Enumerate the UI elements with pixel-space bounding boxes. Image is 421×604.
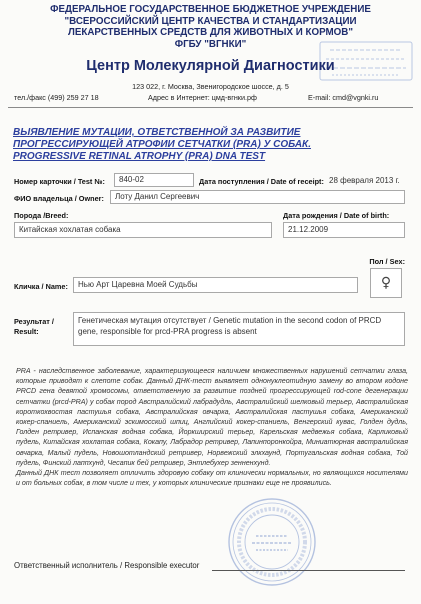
title-line-1: ВЫЯВЛЕНИЕ МУТАЦИИ, ОТВЕТСТВЕННОЙ ЗА РАЗВИТИЕ bbox=[13, 127, 301, 138]
female-symbol-icon: ♀ bbox=[380, 275, 392, 291]
address: 123 022, г. Москва, Звенигородское шоссе, д. 5 bbox=[132, 82, 289, 91]
date-birth-field bbox=[283, 222, 405, 238]
name-field bbox=[73, 277, 358, 293]
responsible-executor-label: Ответственный исполнитель / Responsible executor bbox=[14, 561, 200, 570]
result-field bbox=[73, 312, 405, 346]
round-seal-stamp bbox=[226, 496, 318, 588]
test-no-value: 840-02 bbox=[119, 175, 144, 184]
breed-label: Порода /Breed: bbox=[14, 211, 69, 220]
breed-field bbox=[14, 222, 272, 238]
date-receipt-label: Дата поступления / Date of receipt: bbox=[199, 177, 324, 186]
test-no-label: Номер карточки / Test №: bbox=[14, 177, 105, 186]
description-paragraph-2: Данный ДНК тест позволяет отличить здоровую собаку от клинически нормальных, но являющихся носителями и от больных собак, в том числе и тех, у которых клинические признаки еще не проявились. bbox=[16, 469, 408, 488]
center-name: Центр Молекулярной Диагностики bbox=[86, 58, 335, 74]
title-line-2: ПРОГРЕССИРУЮЩЕЙ АТРОФИИ СЕТЧАТКИ (PRA) У СОБАК. bbox=[13, 139, 311, 150]
description-paragraph-1: PRA - наследственное заболевание, характеризующееся наличием множественных нарушений сетчатки глаза, которые приводят к слепоте собак. Данный ДНК-тест выявляет однонуклеотидную замену во втором кодоне PRCD гена девятой хромосомы, ответственную за развитие поздней прогрессирующей rod-cone дегенерации сетчатки (prcd-PRA) у собак пород Австралийский лабрадудль, Австралийский шелковый терьер, Австралийская короткохвостая пастушья собака, Австралийская овчарка, Австралийская пастушья собака, Американский кокер-спаниель, Американский эскимосский шпиц, Английский кокер-спаниель, Венгерский кувас, Голден дудль, Голден ретривер, Испанская водная собака, Йоркширский терьер, Карельская медвежья собака, Карликовый пудель, Китайская хохлатая собака, Кокапу, Лабрадор ретривер, Лапинпоронкойра, Миниатюрная австралийская овчарка, Малый пудель, Новошотландский ретривер, Норвежский элкхаунд, Португальская водная собака, Той пудель, Финский лаппхунд, Чесапик бей ретривер, Энтлебухер зенненхунд. bbox=[16, 367, 408, 467]
email: E-mail: cmd@vgnki.ru bbox=[308, 93, 379, 102]
title-line-3: PROGRESSIVE RETINAL ATROPHY (PRA) DNA TEST bbox=[13, 151, 266, 162]
date-receipt-value: 28 февраля 2013 г. bbox=[329, 176, 400, 185]
date-birth-value: 21.12.2009 bbox=[288, 225, 329, 234]
sex-field bbox=[370, 268, 402, 298]
owner-label: ФИО владельца / Owner: bbox=[14, 194, 104, 203]
owner-value: Лоту Данил Сергеевич bbox=[115, 192, 200, 201]
result-label-line-1: Результат / bbox=[14, 317, 54, 326]
result-value: Генетическая мутация отсутствует / Genetic mutation in the second codon of PRCD gene, responsible for prcd-PRA progress is absent bbox=[78, 316, 382, 336]
institution-line-3: ЛЕКАРСТВЕННЫХ СРЕДСТВ ДЛЯ ЖИВОТНЫХ И КОРМОВ" bbox=[67, 27, 354, 38]
owner-field bbox=[110, 190, 405, 204]
result-label-line-2: Result: bbox=[14, 327, 39, 336]
website: Адрес в Интернет: цмд-вгнки.рф bbox=[148, 93, 257, 102]
sex-label: Пол / Sex: bbox=[369, 257, 405, 266]
institution-line-1: ФЕДЕРАЛЬНОЕ ГОСУДАРСТВЕННОЕ БЮДЖЕТНОЕ УЧРЕЖДЕНИЕ bbox=[50, 4, 371, 15]
name-label: Кличка / Name: bbox=[14, 282, 68, 291]
institution-line-4: ФГБУ "ВГНКИ" bbox=[174, 38, 247, 50]
institution-line-2: "ВСЕРОССИЙСКИЙ ЦЕНТР КАЧЕСТВА И СТАНДАРТИЗАЦИИ bbox=[64, 15, 357, 27]
phone: тел./факс (499) 259 27 18 bbox=[14, 93, 99, 102]
name-value: Нью Арт Царевна Моей Судьбы bbox=[78, 280, 198, 289]
date-birth-label: Дата рождения / Date of birth: bbox=[283, 211, 390, 220]
test-description bbox=[16, 366, 408, 488]
test-no-field bbox=[114, 173, 194, 187]
signature-line bbox=[212, 570, 405, 571]
header-divider bbox=[8, 107, 413, 108]
breed-value: Китайская хохлатая собака bbox=[19, 225, 121, 234]
